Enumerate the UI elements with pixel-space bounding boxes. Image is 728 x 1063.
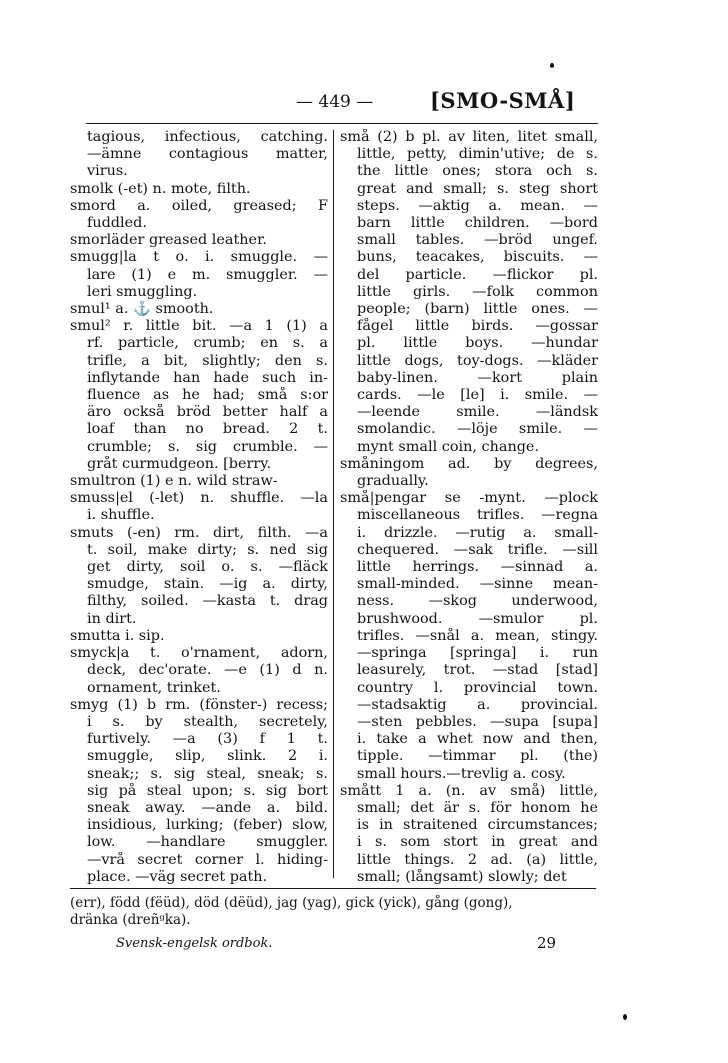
dictionary-line: gradually. xyxy=(357,473,429,490)
dictionary-line: cards. —le [le] i. smile. — xyxy=(357,387,598,404)
dictionary-line: insidious, lurking; (feber) slow, xyxy=(87,817,328,834)
ink-dot xyxy=(623,1014,627,1020)
dictionary-line: små (2) b pl. av liten, litet small, xyxy=(340,129,598,145)
dictionary-line: i s. som stort in great and xyxy=(357,834,598,851)
dictionary-line: trifles. —snål a. mean, stingy. xyxy=(357,627,598,644)
column-divider xyxy=(333,130,334,878)
dictionary-line: smyg (1) b rm. (fönster-) recess; xyxy=(70,696,328,713)
dictionary-line: gråt curmudgeon. [berry. xyxy=(87,455,272,472)
dictionary-line: —stadsaktig a. provincial. xyxy=(357,696,598,713)
footnote-line: dränka (dreñᵍka). xyxy=(70,912,191,928)
dictionary-line: is in straitened circumstances; xyxy=(357,817,598,834)
dictionary-line: t. soil, make dirty; s. ned sig xyxy=(87,541,328,558)
dictionary-line: smul² r. little bit. —a 1 (1) a xyxy=(70,318,328,335)
pronunciation-footnote xyxy=(70,895,596,929)
dictionary-line: little, petty, dimin'utive; de s. xyxy=(357,146,598,163)
dictionary-line: steps. —aktig a. mean. — xyxy=(357,197,598,214)
dictionary-line: smuggle, slip, slink. 2 i. xyxy=(87,748,328,765)
dictionary-line: furtively. —a (3) f 1 t. xyxy=(87,731,328,748)
dictionary-line: sneak away. —ande a. bild. xyxy=(87,799,328,816)
dictionary-line: brushwood. —smulor pl. xyxy=(357,610,598,627)
dictionary-line: smultron (1) e n. wild straw- xyxy=(70,473,278,490)
dictionary-line: great and small; s. steg short xyxy=(357,180,598,197)
header-rule xyxy=(86,123,598,124)
dictionary-line: small-minded. —sinne mean- xyxy=(357,576,598,593)
dictionary-line: little herrings. —sinnad a. xyxy=(357,559,598,576)
dictionary-line: virus. xyxy=(87,163,128,180)
dictionary-line: smolk (-et) n. mote, filth. xyxy=(70,180,251,197)
dictionary-line: —ämne contagious matter, xyxy=(87,146,328,163)
dictionary-line: country l. provincial town. xyxy=(357,679,598,696)
dictionary-line: sig på steal upon; s. sig bort xyxy=(87,782,328,799)
dictionary-line: smul¹ a. ⚓ smooth. xyxy=(70,301,214,318)
dictionary-line: barn little children. —bord xyxy=(357,215,598,232)
dictionary-line: small tables. —bröd ungef. xyxy=(357,232,598,249)
dictionary-line: smyck|a t. o'rnament, adorn, xyxy=(70,645,328,662)
dictionary-line: tipple. —timmar pl. (the) xyxy=(357,748,598,765)
dictionary-line: low. —handlare smuggler. xyxy=(87,834,328,851)
right-column xyxy=(340,129,598,886)
dictionary-line: people; (barn) little ones. — xyxy=(357,301,598,318)
dictionary-line: get dirty, soil o. s. —fläck xyxy=(87,559,328,576)
dictionary-line: smorläder greased leather. xyxy=(70,232,267,249)
dictionary-line: smudge, stain. —ig a. dirty, xyxy=(87,576,328,593)
dictionary-line: rf. particle, crumb; en s. a xyxy=(87,335,328,352)
dictionary-line: miscellaneous trifles. —regna xyxy=(357,507,598,524)
dictionary-line: smord a. oiled, greased; F xyxy=(70,197,328,214)
dictionary-line: småningom ad. by degrees, xyxy=(340,455,598,472)
dictionary-line: small; det är s. för honom he xyxy=(357,799,598,816)
dictionary-line: crumble; s. sig crumble. — xyxy=(87,438,328,455)
footnote-rule xyxy=(70,888,596,889)
dictionary-line: —springa [springa] i. run xyxy=(357,645,598,662)
dictionary-line: i s. by stealth, secretely, xyxy=(87,713,328,730)
dictionary-line: in dirt. xyxy=(87,610,137,627)
dictionary-line: chequered. —sak trifle. —sill xyxy=(357,541,598,558)
dictionary-line: i. drizzle. —rutig a. small- xyxy=(357,524,598,541)
dictionary-line: little things. 2 ad. (a) little, xyxy=(357,851,598,868)
dictionary-line: fågel little birds. —gossar xyxy=(357,318,598,335)
dictionary-line: —sten pebbles. —supa [supa] xyxy=(357,713,598,730)
dictionary-line: the little ones; stora och s. xyxy=(357,163,598,180)
ink-dot xyxy=(550,63,554,68)
dictionary-line: loaf than no bread. 2 t. xyxy=(87,421,328,438)
dictionary-line: —vrå secret corner l. hiding- xyxy=(87,851,328,868)
dictionary-line: place. —väg secret path. xyxy=(87,868,268,885)
dictionary-line: smuts (-en) rm. dirt, filth. —a xyxy=(70,524,328,541)
sheet-number: 29 xyxy=(537,934,557,952)
dictionary-line: smolandic. —löje smile. — xyxy=(357,421,598,438)
dictionary-line: filthy, soiled. —kasta t. drag xyxy=(87,593,328,610)
footnote-line: (err), född (fëüd), död (dëüd), jag (yag), gick (yick), gång (gong), xyxy=(70,895,513,911)
dictionary-line: leri smuggling. xyxy=(87,283,198,300)
dictionary-line: little girls. —folk common xyxy=(357,283,598,300)
dictionary-line: inflytande han hade such in- xyxy=(87,369,328,386)
dictionary-line: del particle. —flickor pl. xyxy=(357,266,598,283)
publisher-signature: Svensk-engelsk ordbok. xyxy=(116,936,273,951)
dictionary-line: fuddled. xyxy=(87,215,147,232)
dictionary-line: äro också bröd better half a xyxy=(87,404,328,421)
dictionary-line: small hours.—trevlig a. cosy. xyxy=(357,765,566,782)
dictionary-line: baby-linen. —kort plain xyxy=(357,369,598,386)
dictionary-line: ness. —skog underwood, xyxy=(357,593,598,610)
dictionary-line: pl. little boys. —hundar xyxy=(357,335,598,352)
dictionary-line: —leende smile. —ländsk xyxy=(357,404,598,421)
dictionary-line: sneak;; s. sig steal, sneak; s. xyxy=(87,765,328,782)
dictionary-line: små|pengar se -mynt. —plock xyxy=(340,490,598,507)
dictionary-line: i. take a whet now and then, xyxy=(357,731,598,748)
running-head: [SMO-SMÅ] xyxy=(430,88,576,113)
dictionary-line: trifle, a bit, slightly; den s. xyxy=(87,352,328,369)
page-number: — 449 — xyxy=(296,92,374,112)
dictionary-line: little dogs, toy-dogs. —kläder xyxy=(357,352,598,369)
left-column xyxy=(70,129,328,886)
dictionary-line: small; (långsamt) slowly; det xyxy=(357,868,567,885)
dictionary-line: i. shuffle. xyxy=(87,507,155,524)
dictionary-line: smugg|la t o. i. smuggle. — xyxy=(70,249,328,266)
dictionary-line: deck, dec'orate. —e (1) d n. xyxy=(87,662,328,679)
dictionary-line: tagious, infectious, catching. xyxy=(87,129,328,145)
dictionary-line: lare (1) e m. smuggler. — xyxy=(87,266,328,283)
dictionary-line: buns, teacakes, biscuits. — xyxy=(357,249,598,266)
dictionary-line: smutta i. sip. xyxy=(70,627,165,644)
dictionary-line: smått 1 a. (n. av små) little, xyxy=(340,782,598,799)
dictionary-line: mynt small coin, change. xyxy=(357,438,540,455)
dictionary-line: ornament, trinket. xyxy=(87,679,221,696)
dictionary-line: smuss|el (-let) n. shuffle. —la xyxy=(70,490,328,507)
dictionary-line: leasurely, trot. —stad [stad] xyxy=(357,662,598,679)
dictionary-line: fluence as he had; små s:or xyxy=(87,387,328,404)
